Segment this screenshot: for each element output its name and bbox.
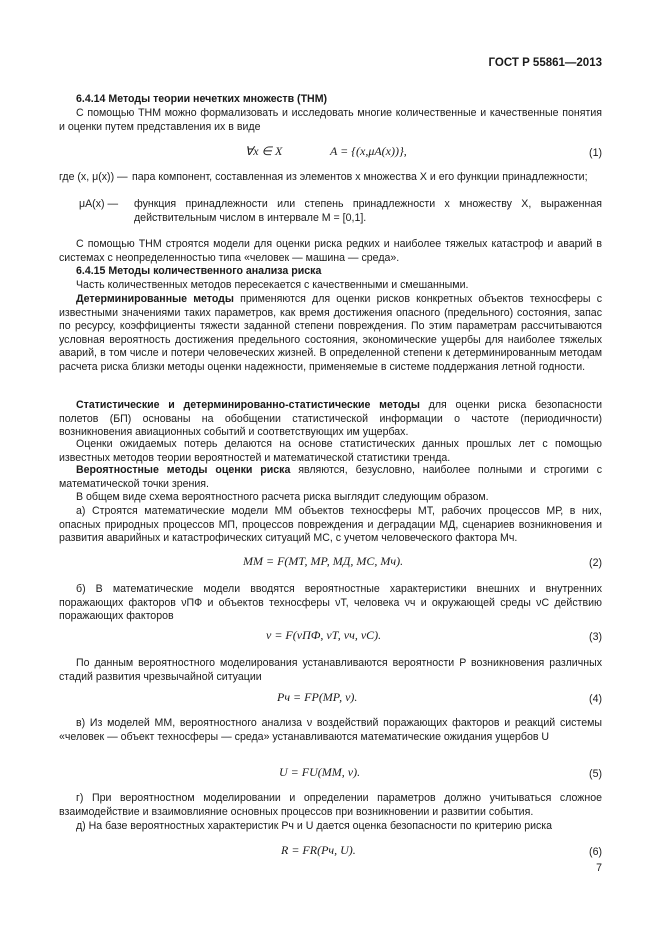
- equation-4: Pч = FР(MР, ν).: [277, 690, 358, 704]
- equation-2: MМ = F(MТ, MР, MД, MС, Mч).: [243, 554, 404, 568]
- definition-membership-text: функция принадлежности или степень принадлежности x множеству X, выраженная действительным числом в интервале M = [0,1].: [134, 198, 602, 224]
- equation-6: R = FR(Pч, U).: [281, 843, 356, 857]
- deterministic-methods-paragraph: [59, 293, 602, 375]
- section-6-4-14-intro: С помощью ТНМ можно формализовать и исследовать многие количественные и качественные понятия и оценки путем представления их в виде: [59, 107, 602, 133]
- definition-pair-text: пара компонент, составленная из элементов x множества X и его функции принадлежности;: [132, 171, 588, 183]
- equation-2-number: (2): [589, 557, 602, 569]
- definition-pair: [59, 171, 602, 199]
- probabilistic-methods-text: являются, безусловно, наиболее полными и строгими с математической точки зрения.: [59, 464, 602, 490]
- definition-pair-label: где (x, μ(x)) —: [59, 171, 128, 183]
- step-a: а) Строятся математические модели MМ объектов техносферы MТ, рабочих процессов MР, в них, опасных природных процессов MП, процессов повреждения и деградации MД, сценариев возникновения и развития аварийных и катастрофических ситуаций MС, с учетом человеческого фактора Mч.: [59, 505, 602, 545]
- deterministic-methods-term: Детерминированные методы: [76, 293, 234, 305]
- step-b: б) В математические модели вводятся вероятностные характеристики внешних и внутренних поражающих факторов νПФ и объектов техносферы νТ, человека νч и окружающей среды νС действию поражающих факторов: [59, 583, 602, 623]
- equation-5: U = FU(MМ, ν).: [279, 765, 361, 779]
- step-probability: По данным вероятностного моделирования устанавливаются вероятности P возникновения различных стадий развития чрезвычайной ситуации: [59, 657, 602, 683]
- probabilistic-methods-paragraph: [59, 464, 602, 491]
- definition-membership-label: μA(x) —: [79, 198, 119, 210]
- step-d: д) На базе вероятностных характеристик Pч и U дается оценка безопасности по критерию риска: [76, 820, 553, 832]
- statistical-methods-paragraph: [59, 399, 602, 440]
- equation-4-number: (4): [589, 693, 602, 705]
- page-number: 7: [596, 862, 602, 874]
- expected-losses-paragraph: Оценки ожидаемых потерь делаются на основе статистических данных прошлых лет с помощью известных методов теории вероятностей и математической статистики тренда.: [59, 438, 602, 464]
- section-6-4-14-outro: С помощью ТНМ строятся модели для оценки риска редких и наиболее тяжелых катастроф и аварий в системах с неопределенностью типа «человек — машина — среда».: [59, 238, 602, 264]
- equation-3-number: (3): [589, 631, 602, 643]
- deterministic-methods-text: применяются для оценки рисков конкретных объектов техносферы с известными значениями таких параметров, как время достижения опасного (предельного) состояния, запас по ресурсу, коэффициенты тяжести заданной степени повреждения. По этим параметрам рассчитываются условная вероятность достижения предельного состояния, экономические ущербы для наиболее тяжелых аварий, в том числе и потери человеческих жизней. В определенной степени к детерминированным методам расчета риска близки методы оценки надежности, применяемые в системе поддержания летной годности.: [59, 293, 602, 373]
- statistical-methods-text: для оценки риска безопасности полетов (БП) основаны на обобщении статистической информации о частоте (периодичности) возникновения авиационных событий и соответствующих им ущербах.: [59, 399, 602, 439]
- statistical-methods-term: Статистические и детерминированно-статистические методы: [76, 399, 420, 411]
- step-g: г) При вероятностном моделировании и определении параметров должно учитываться сложное взаимодействие и взаимовлияние основных процессов при возникновении и развитии события.: [59, 792, 602, 818]
- scheme-intro: В общем виде схема вероятностного расчета риска выглядит следующим образом.: [76, 491, 489, 503]
- quantitative-intro: Часть количественных методов пересекается с качественными и смешанными.: [76, 279, 469, 291]
- step-v: в) Из моделей MМ, вероятностного анализа ν воздействий поражающих факторов и реакций системы «человек — объект техносферы — среда» устанавливаются математические ожидания ущербов U: [59, 717, 602, 743]
- section-6-4-14-title: 6.4.14 Методы теории нечетких множеств (ТНМ): [76, 93, 328, 105]
- document-standard-header: ГОСТ Р 55861—2013: [488, 57, 602, 69]
- section-6-4-15-title: 6.4.15 Методы количественного анализа риска: [76, 265, 322, 277]
- equation-1-number: (1): [589, 147, 602, 159]
- definition-membership: [59, 198, 602, 226]
- equation-1: A = {(x,μA(x))},: [330, 144, 407, 158]
- probabilistic-methods-term: Вероятностные методы оценки риска: [76, 464, 291, 476]
- equation-1-quantifier: ∀x ∈ X: [245, 144, 283, 158]
- equation-5-number: (5): [589, 768, 602, 780]
- equation-6-number: (6): [589, 846, 602, 858]
- equation-3: ν = F(νПФ, νТ, νч, νС).: [266, 628, 382, 642]
